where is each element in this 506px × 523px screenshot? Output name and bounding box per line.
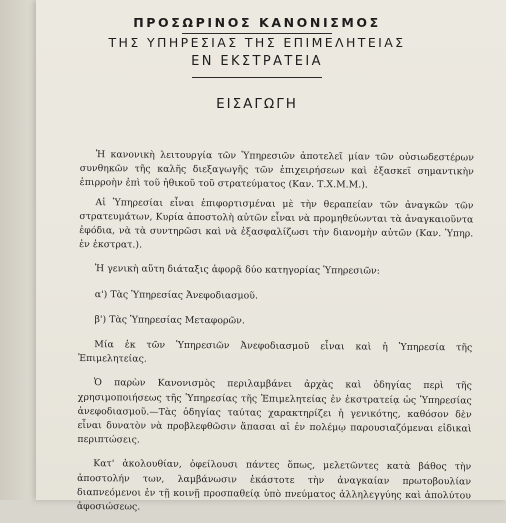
list-item-b: β') Τὰς Ὑπηρεσίας Μεταφορῶν. <box>94 313 245 327</box>
paragraph-2: Αἱ Ὑπηρεσίαι εἶναι ἐπιφορτισμέναι μὲ τὴν θεραπείαν τῶν ἀναγκῶν τῶν στρατευμάτων, Κυρία ἀποστολὴ αὐτῶν εἶναι νὰ προμηθεύωνται τὰ ἀναγκαιοῦντα ἐφόδια, νὰ τὰ συντηρῶσι καὶ νὰ ἐξασφαλίζωσι τὴν διανομὴν αὐτῶν (Καν. Ὑπηρ. ἐν ἐκστρατ.). <box>79 196 474 251</box>
title-line-2: ΤΗΣ ΥΠΗΡΕΣΙΑΣ ΤΗΣ ΕΠΙΜΕΛΗΤΕΙΑΣ <box>108 35 406 50</box>
section-heading: ΕΙΣΑΓΩΓΗ <box>216 96 298 112</box>
document-page <box>36 0 506 513</box>
paragraph-3: Ἡ γενικὴ αὕτη διάταξις ἀφορᾷ δύο κατηγορίας Ὑπηρεσιῶν: <box>94 263 380 278</box>
paragraph-5: Ὁ παρὼν Κανονισμὸς περιλαμβάνει ἀρχὰς καὶ ὁδηγίας περὶ τῆς χρησιμοποιήσεως τῆς Ὑπηρεσίας τῆς Ἐπιμελητείας ἐν ἐκστρατείᾳ ὡς Ὑπηρεσίας ἀνεφοδιασμοῦ.—Τὰς ὁδηγίας ταύτας χαρακτηρίζει ἡ γενικότης, καθόσον δὲν εἶναι δυνατὸν νὰ προβλεφθῶσιν ἅπασαι αἱ ἐν πολέμῳ παρουσιαζόμεναι εἰδικαὶ περιπτώσεις. <box>77 377 472 446</box>
document-header <box>8 14 506 113</box>
header-divider <box>192 77 322 78</box>
paragraph-4: Μία ἐκ τῶν Ὑπηρεσιῶν Ἀνεφοδιασμοῦ εἶναι καὶ ἡ Ὑπηρεσία τῆς Ἐπιμελητείας. <box>78 339 473 365</box>
list-item-a: α') Τὰς Ὑπηρεσίας Ἀνεφοδιασμοῦ. <box>94 288 259 302</box>
title-line-1: ΠΡΟΣΩΡΙΝΟΣ ΚΑΝΟΝΙΣΜΟΣ <box>133 15 381 30</box>
document-body <box>77 148 474 523</box>
paragraph-1: Ἡ κανονικὴ λειτουργία τῶν Ὑπηρεσιῶν ἀποτελεῖ μίαν τῶν οὐσιωδεστέρων συνθηκῶν τῆς καλῆς διεξαγωγῆς τῶν ἐπιχειρήσεων καὶ ἐξασκεῖ σημαντικὴν ἐπιρροὴν ἐπὶ τοῦ ἠθικοῦ τοῦ στρατεύματος (Καν. Τ.Χ.Μ.Μ.). <box>79 149 474 191</box>
title-line-3: ΕΝ ΕΚΣΤΡΑΤΕΙΑ <box>191 54 323 69</box>
paragraph-6: Κατ' ἀκολουθίαν, ὀφείλουσι πάντες ὅπως, μελετῶντες κατὰ βάθος τὴν ἀποστολήν των, λαμβάνωσιν ἑκάστοτε τὴν ἀναγκαίαν πρωτοβουλίαν διαπνεόμενοι ἐν τῇ κοινῇ προσπαθείᾳ ὑπὸ πνεύματος ἀλληλεγγύης καὶ ἀπολύτου ἀφοσιώσεως. <box>76 458 472 513</box>
